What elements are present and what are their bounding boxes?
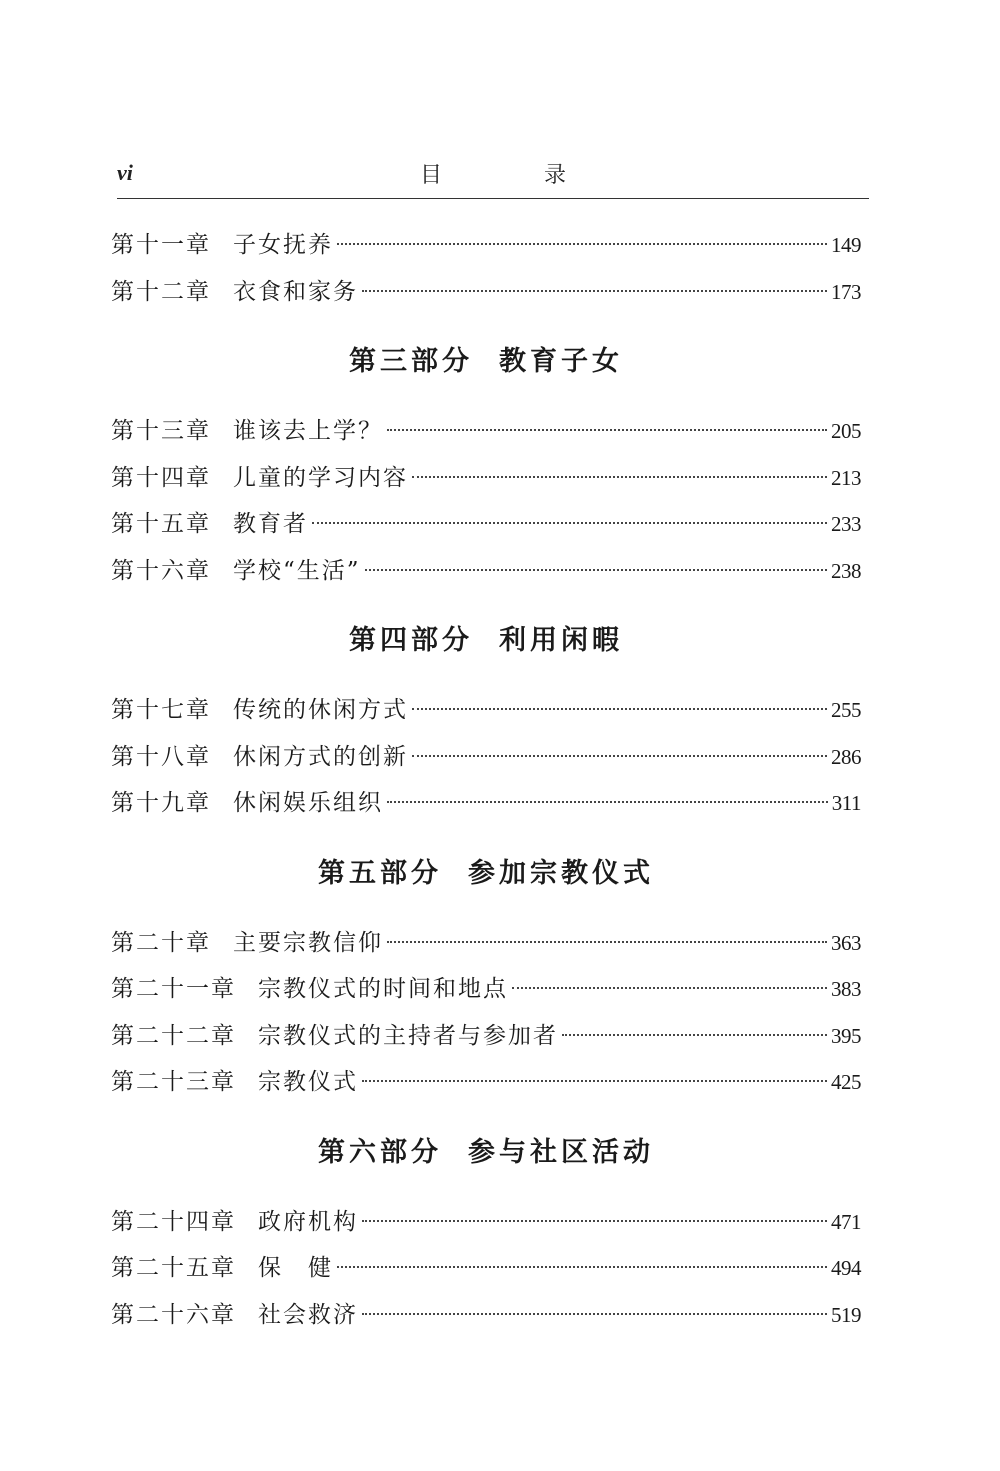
page-ref: 238 [831,558,861,583]
table-of-contents [111,222,861,1338]
chapter-title: 谁该去上学？ [233,418,383,444]
dot-leader [362,290,827,292]
section-part: 第四部分 [349,625,473,656]
dot-leader [412,755,827,757]
page-ref: 255 [831,698,861,722]
page-ref: 205 [831,419,861,443]
page-ref: 471 [831,1209,861,1234]
dot-leader [387,941,827,943]
page-ref: 311 [831,791,861,815]
section-part: 第三部分 [349,346,473,377]
toc-entry[interactable] [111,966,861,1013]
dot-leader [412,708,827,710]
dot-leader [312,522,827,524]
chapter-label: 第二十五章 [111,1255,236,1281]
toc-entry[interactable] [111,548,861,595]
chapter-title: 传统的休闲方式 [233,697,408,723]
dot-leader [387,801,828,803]
page-ref: 149 [831,233,861,257]
chapter-label: 第十八章 [111,743,211,770]
section-heading[interactable] [111,315,861,408]
dot-leader [362,1313,827,1315]
toc-entry[interactable] [111,1292,861,1339]
toc-entry[interactable] [111,1245,861,1292]
toc-entry[interactable] [111,455,861,502]
chapter-label: 第二十四章 [111,1208,236,1235]
section-name: 利用闲暇 [499,625,623,656]
toc-entry[interactable] [111,269,861,316]
chapter-label: 第十七章 [111,697,211,723]
page-number: vi [117,160,133,185]
toc-entry[interactable] [111,501,861,548]
section-name: 参与社区活动 [468,1136,654,1168]
chapter-label: 第十三章 [111,418,211,444]
dot-leader [337,1266,827,1268]
section-heading[interactable] [111,827,861,920]
section-name: 参加宗教仪式 [468,857,654,889]
chapter-label: 第二十二章 [111,1022,236,1049]
chapter-label: 第二十一章 [111,976,236,1002]
dot-leader [362,1080,827,1082]
page-ref: 494 [831,1256,861,1280]
page-ref: 286 [831,744,861,769]
chapter-label: 第十五章 [111,511,211,537]
page-ref: 425 [831,1070,861,1094]
chapter-title: 学校“生活” [233,557,361,584]
toc-entry[interactable] [111,1059,861,1106]
page-ref: 383 [831,977,861,1001]
toc-entry[interactable] [111,780,861,827]
header-title: 目 录 [419,163,606,188]
dot-leader [412,476,827,478]
dot-leader [365,569,827,571]
chapter-title: 衣食和家务 [233,278,358,305]
chapter-title: 教育者 [233,511,308,537]
toc-entry[interactable] [111,734,861,781]
dot-leader [337,243,827,245]
chapter-title: 宗教仪式的时间和地点 [258,976,508,1002]
page-ref: 173 [831,279,861,304]
chapter-label: 第十四章 [111,464,211,491]
chapter-title: 政府机构 [258,1208,358,1235]
chapter-title: 休闲方式的创新 [233,743,408,770]
page-ref: 519 [831,1302,861,1327]
page-ref: 363 [831,930,861,955]
toc-entry[interactable] [111,687,861,734]
page-ref: 233 [831,512,861,536]
section-heading[interactable] [111,594,861,687]
chapter-title: 主要宗教信仰 [233,929,383,956]
toc-entry[interactable] [111,1013,861,1060]
chapter-title: 社会救济 [258,1301,358,1328]
dot-leader [362,1220,827,1222]
section-part: 第六部分 [318,1136,442,1168]
page-ref: 213 [831,465,861,490]
chapter-title: 休闲娱乐组织 [233,790,383,816]
chapter-label: 第十一章 [111,232,211,258]
chapter-label: 第十二章 [111,278,211,305]
section-heading[interactable] [111,1106,861,1199]
page-ref: 395 [831,1023,861,1048]
chapter-title: 儿童的学习内容 [233,464,408,491]
chapter-title: 保 健 [258,1255,333,1281]
toc-entry[interactable] [111,222,861,269]
running-header [117,154,869,199]
toc-entry[interactable] [111,408,861,455]
toc-entry[interactable] [111,1199,861,1246]
dot-leader [387,429,827,431]
chapter-label: 第二十章 [111,929,211,956]
dot-leader [562,1034,827,1036]
dot-leader [512,987,827,989]
section-name: 教育子女 [499,346,623,377]
chapter-label: 第二十三章 [111,1069,236,1095]
chapter-label: 第十九章 [111,790,211,816]
chapter-label: 第十六章 [111,557,211,584]
chapter-title: 宗教仪式的主持者与参加者 [258,1022,558,1049]
chapter-title: 宗教仪式 [258,1069,358,1095]
section-part: 第五部分 [318,857,442,889]
chapter-label: 第二十六章 [111,1301,236,1328]
toc-entry[interactable] [111,920,861,967]
chapter-title: 子女抚养 [233,232,333,258]
